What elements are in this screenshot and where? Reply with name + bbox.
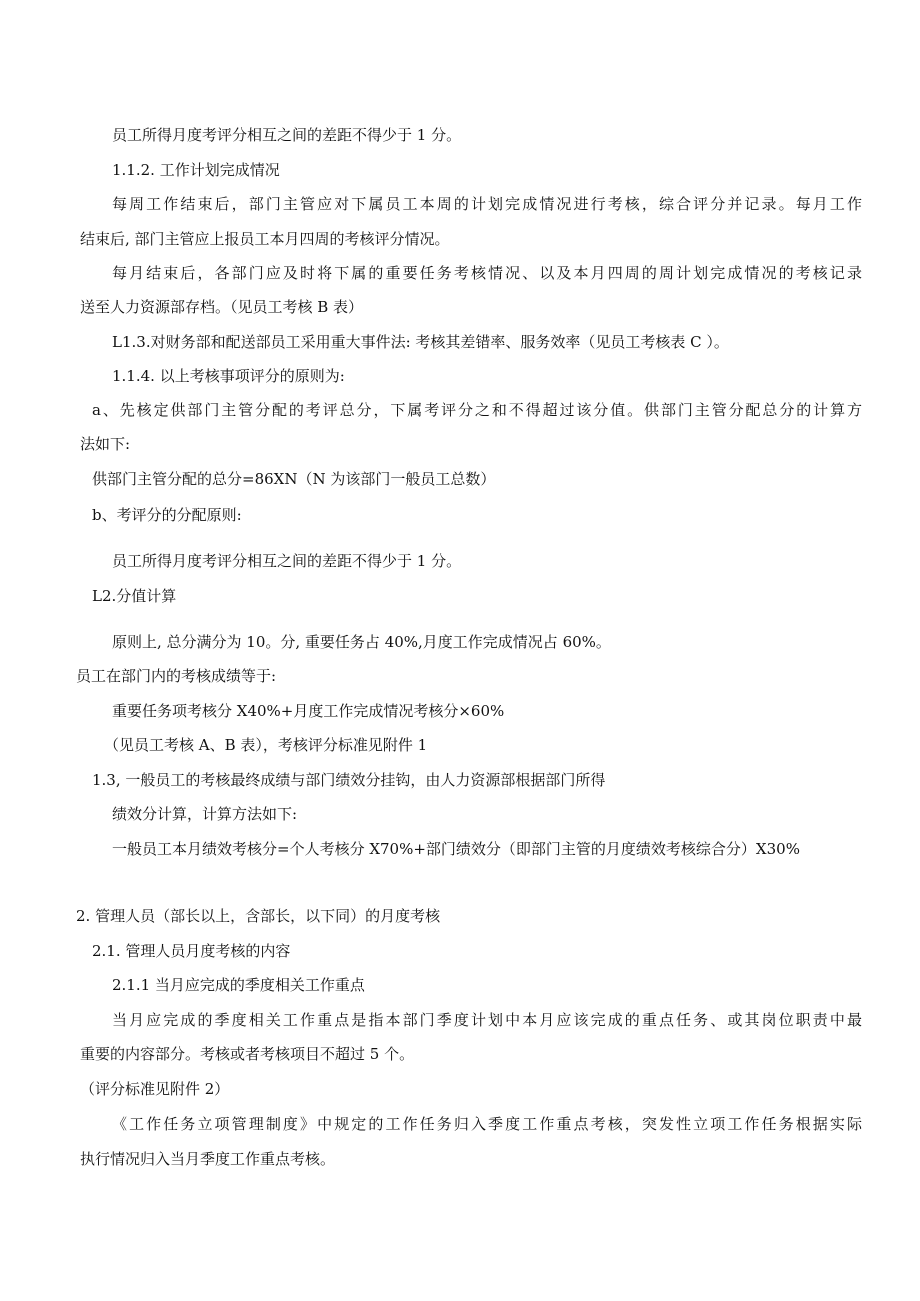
text-line: 当月应完成的季度相关工作重点是指本部门季度计划中本月应该完成的重点任务、或其岗位职责中最: [112, 1011, 862, 1029]
formula-line: 重要任务项考核分 X40%+月度工作完成情况考核分×60%: [112, 702, 505, 720]
text-line: 绩效分计算，计算方法如下:: [112, 805, 298, 823]
text-line: 执行情况归入当月季度工作重点考核。: [80, 1150, 336, 1168]
text-line: （评分标准见附件 2）: [80, 1080, 230, 1098]
text-line: 供部门主管分配的总分=86XN（N 为该部门一般员工总数）: [92, 470, 496, 488]
text-line: 法如下:: [80, 435, 131, 453]
text-line: （见员工考核 A、B 表），考核评分标准见附件 1: [104, 736, 428, 754]
formula-line: 一般员工本月绩效考核分=个人考核分 X70%+部门绩效分（即部门主管的月度绩效考核综合分）X30%: [112, 840, 800, 858]
section-heading: 1.1.2. 工作计划完成情况: [112, 161, 280, 179]
text-line: a、先核定供部门主管分配的考评总分，下属考评分之和不得超过该分值。供部门主管分配总分的计算方: [92, 401, 862, 419]
section-heading: L1.3.对财务部和配送部员工采用重大事件法: 考核其差错率、服务效率（见员工考核表 C ）。: [112, 333, 729, 351]
text-line: 每周工作结束后，部门主管应对下属员工本周的计划完成情况进行考核，综合评分并记录。每月工作: [112, 195, 862, 213]
section-heading: 1.1.4. 以上考核事项评分的原则为:: [112, 367, 345, 385]
text-line: 员工所得月度考评分相互之间的差距不得少于 1 分。: [112, 552, 462, 570]
text-line: 送至人力资源部存档。（见员工考核 B 表）: [80, 298, 364, 316]
section-heading: 2. 管理人员（部长以上，含部长，以下同）的月度考核: [76, 907, 441, 925]
text-line: 每月结束后，各部门应及时将下属的重要任务考核情况、以及本月四周的周计划完成情况的考核记录: [112, 264, 862, 282]
section-heading: L2.分值计算: [92, 587, 177, 605]
text-line: 结束后, 部门主管应上报员工本月四周的考核评分情况。: [80, 230, 450, 248]
text-line: 员工在部门内的考核成绩等于:: [76, 667, 277, 685]
text-line: b、考评分的分配原则:: [92, 506, 242, 524]
text-line: 重要的内容部分。考核或者考核项目不超过 5 个。: [80, 1045, 415, 1063]
section-heading: 1.3, 一般员工的考核最终成绩与部门绩效分挂钩，由人力资源部根据部门所得: [92, 771, 606, 789]
section-heading: 2.1. 管理人员月度考核的内容: [92, 942, 291, 960]
section-heading: 2.1.1 当月应完成的季度相关工作重点: [112, 976, 365, 994]
text-line: 原则上, 总分满分为 10。分, 重要任务占 40%,月度工作完成情况占 60%。: [112, 633, 611, 651]
text-line: 员工所得月度考评分相互之间的差距不得少于 1 分。: [112, 126, 462, 144]
text-line: 《工作任务立项管理制度》中规定的工作任务归入季度工作重点考核，突发性立项工作任务根据实际: [112, 1115, 862, 1133]
